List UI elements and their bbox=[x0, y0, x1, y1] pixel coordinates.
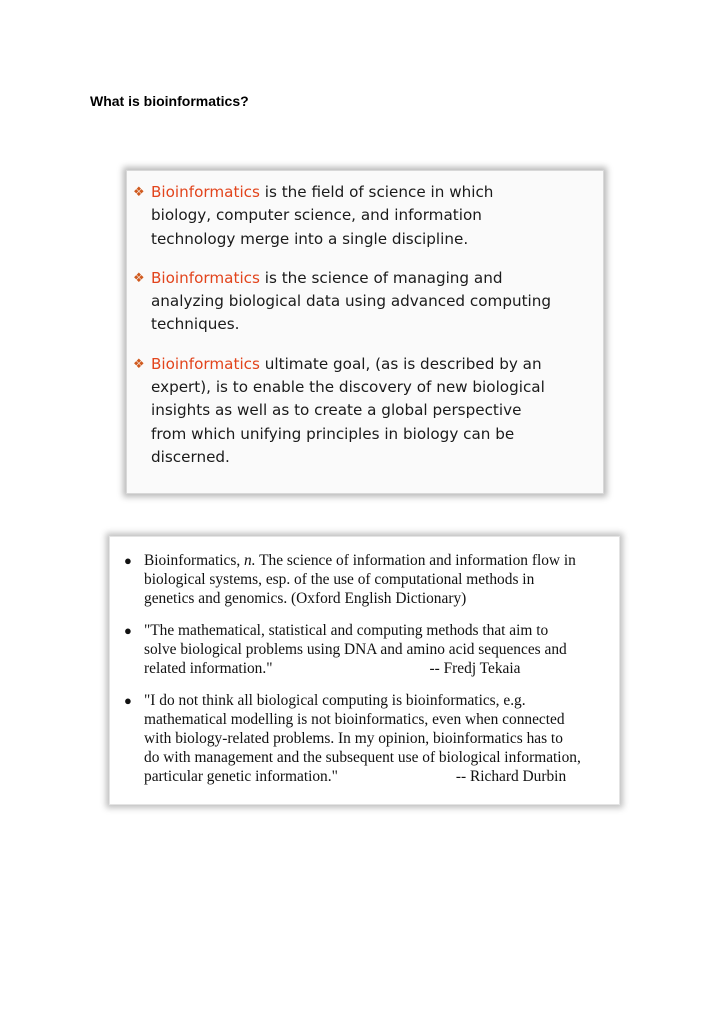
quote-line: with biology-related problems. In my opinion, bioinformatics has to bbox=[144, 730, 563, 747]
definitions-slide-box bbox=[126, 170, 604, 494]
diamond-bullet-icon: ❖ bbox=[133, 356, 145, 372]
quote-text: particular genetic information." bbox=[144, 768, 338, 785]
quote-text: The science of information and information flow in bbox=[255, 552, 576, 569]
quote-line: do with management and the subsequent use of biological information, bbox=[144, 749, 581, 766]
definition-text: biology, computer science, and information bbox=[151, 206, 482, 225]
quote-attribution: -- Fredj Tekaia bbox=[429, 660, 521, 677]
quote-line bbox=[144, 767, 615, 786]
diamond-bullet-icon: ❖ bbox=[133, 270, 145, 286]
term-highlight: Bioinformatics bbox=[151, 354, 260, 373]
quote-line: genetics and genomics. (Oxford English Dictionary) bbox=[144, 590, 467, 607]
round-bullet-icon: ● bbox=[124, 623, 132, 638]
quote-line bbox=[144, 551, 615, 570]
quote-line: mathematical modelling is not bioinformatics, even when connected bbox=[144, 711, 565, 728]
definition-text: techniques. bbox=[151, 315, 240, 334]
quote-line: "The mathematical, statistical and computing methods that aim to bbox=[144, 622, 549, 639]
definition-text: ultimate goal, (as is described by an bbox=[259, 354, 542, 373]
definition-text: from which unifying principles in biology can be bbox=[151, 424, 515, 443]
quote-text: Bioinformatics, bbox=[144, 552, 245, 569]
definition-text: expert), is to enable the discovery of new biological bbox=[151, 378, 545, 397]
definition-text: discerned. bbox=[151, 447, 230, 466]
definition-item-2 bbox=[133, 267, 599, 337]
term-highlight: Bioinformatics bbox=[151, 183, 260, 201]
definition-item-3 bbox=[133, 353, 599, 469]
quote-line bbox=[144, 659, 615, 678]
definition-text: is the field of science in which bbox=[259, 183, 494, 201]
page-heading: What is bioinformatics? bbox=[90, 93, 249, 109]
quote-text-italic: n. bbox=[244, 552, 256, 569]
quote-attribution: -- Richard Durbin bbox=[455, 768, 567, 785]
quote-line: "I do not think all biological computing is bioinformatics, e.g. bbox=[144, 692, 526, 709]
definition-text: analyzing biological data using advanced computing bbox=[151, 292, 552, 311]
quotes-box bbox=[109, 536, 620, 805]
definition-item-1 bbox=[133, 181, 599, 251]
term-highlight: Bioinformatics bbox=[151, 268, 260, 287]
round-bullet-icon: ● bbox=[124, 553, 132, 568]
diamond-bullet-icon: ❖ bbox=[133, 185, 145, 200]
quote-text: related information." bbox=[144, 660, 273, 677]
quote-item-2 bbox=[124, 621, 615, 678]
definition-text: insights as well as to create a global perspective bbox=[151, 401, 522, 420]
quote-item-1 bbox=[124, 551, 615, 608]
definition-text: technology merge into a single discipline. bbox=[151, 229, 469, 248]
definition-text: is the science of managing and bbox=[259, 268, 503, 287]
quote-item-3 bbox=[124, 691, 615, 786]
quote-line: solve biological problems using DNA and amino acid sequences and bbox=[144, 641, 567, 658]
quote-line: biological systems, esp. of the use of computational methods in bbox=[144, 571, 535, 588]
round-bullet-icon: ● bbox=[124, 693, 132, 708]
